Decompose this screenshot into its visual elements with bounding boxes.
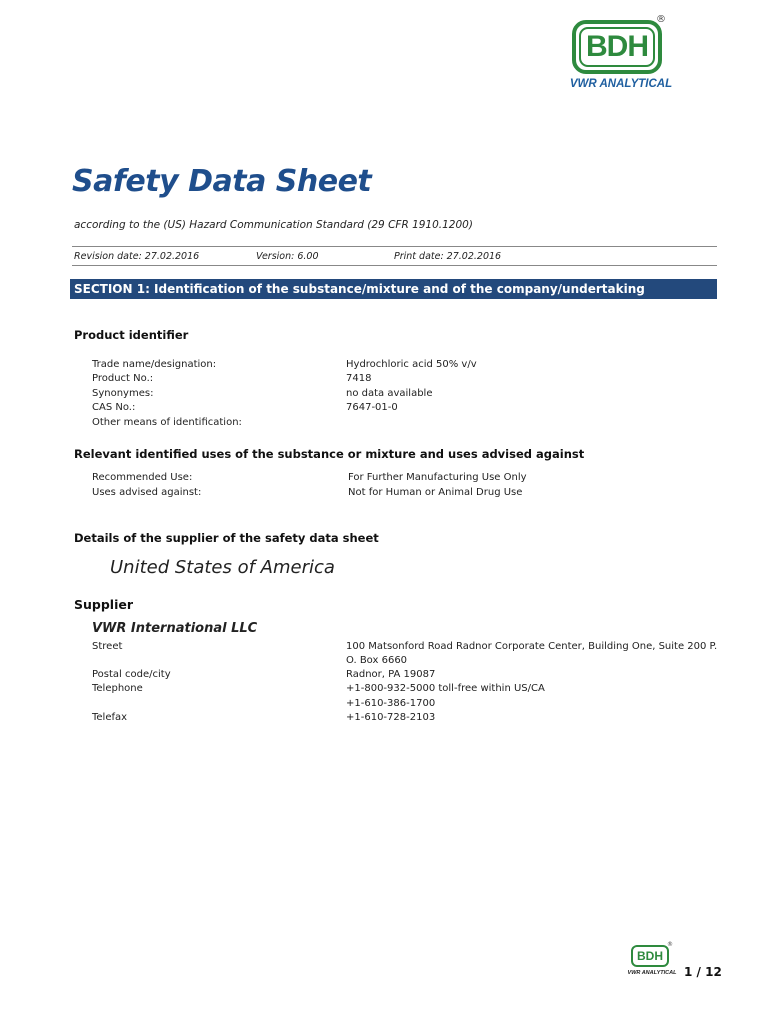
uses-heading: Relevant identified uses of the substance or mixture and uses advised against xyxy=(74,447,585,461)
field-value: 100 Matsonford Road Radnor Corporate Center, Building One, Suite 200 P. xyxy=(346,641,718,652)
print-date: Print date: 27.02.2016 xyxy=(394,251,502,262)
field-label: Uses advised against: xyxy=(92,487,202,498)
divider xyxy=(72,246,717,247)
page-number: 1 / 12 xyxy=(684,965,722,979)
bdh-logo xyxy=(566,14,676,94)
product-identifier-heading: Product identifier xyxy=(74,328,189,342)
section-1-header: SECTION 1: Identification of the substance/mixture and of the company/undertaking xyxy=(70,279,717,299)
divider xyxy=(72,265,717,266)
field-value: Not for Human or Animal Drug Use xyxy=(348,487,523,498)
logo-tagline: VWR ANALYTICAL xyxy=(569,78,673,90)
field-label: Product No.: xyxy=(92,373,154,384)
revision-date: Revision date: 27.02.2016 xyxy=(74,251,200,262)
version: Version: 6.00 xyxy=(256,251,319,262)
registered-mark: ® xyxy=(656,14,666,25)
field-label: Street xyxy=(92,641,123,652)
footer-logo-tagline: VWR ANALYTICAL xyxy=(627,970,677,976)
field-label: Trade name/designation: xyxy=(92,359,217,370)
field-value: Radnor, PA 19087 xyxy=(346,669,436,680)
field-value: +1-800-932-5000 toll-free within US/CA xyxy=(346,683,545,694)
logo-text: BDH xyxy=(586,30,648,63)
footer-registered-mark: ® xyxy=(667,941,673,948)
supplier-name: VWR International LLC xyxy=(92,621,258,636)
field-value: 7418 xyxy=(346,373,372,384)
field-value: +1-610-386-1700 xyxy=(346,698,436,709)
document-title: Safety Data Sheet xyxy=(72,164,372,199)
field-value: O. Box 6660 xyxy=(346,655,408,666)
field-label: Other means of identification: xyxy=(92,417,242,428)
field-label: Postal code/city xyxy=(92,669,171,680)
field-label: Telefax xyxy=(92,712,128,723)
field-value: For Further Manufacturing Use Only xyxy=(348,472,527,483)
supplier-details-heading: Details of the supplier of the safety data sheet xyxy=(74,531,379,545)
field-label: Recommended Use: xyxy=(92,472,193,483)
field-value: no data available xyxy=(346,388,433,399)
document-subtitle: according to the (US) Hazard Communication Standard (29 CFR 1910.1200) xyxy=(74,219,473,231)
field-label: Telephone xyxy=(92,683,143,694)
field-value: +1-610-728-2103 xyxy=(346,712,436,723)
supplier-heading: Supplier xyxy=(74,597,134,612)
country: United States of America xyxy=(110,557,335,578)
field-label: CAS No.: xyxy=(92,402,136,413)
field-label: Synonymes: xyxy=(92,388,154,399)
field-value: Hydrochloric acid 50% v/v xyxy=(346,359,477,370)
field-value: 7647-01-0 xyxy=(346,402,398,413)
footer-bdh-logo xyxy=(627,943,677,983)
footer-logo-text: BDH xyxy=(637,949,663,963)
